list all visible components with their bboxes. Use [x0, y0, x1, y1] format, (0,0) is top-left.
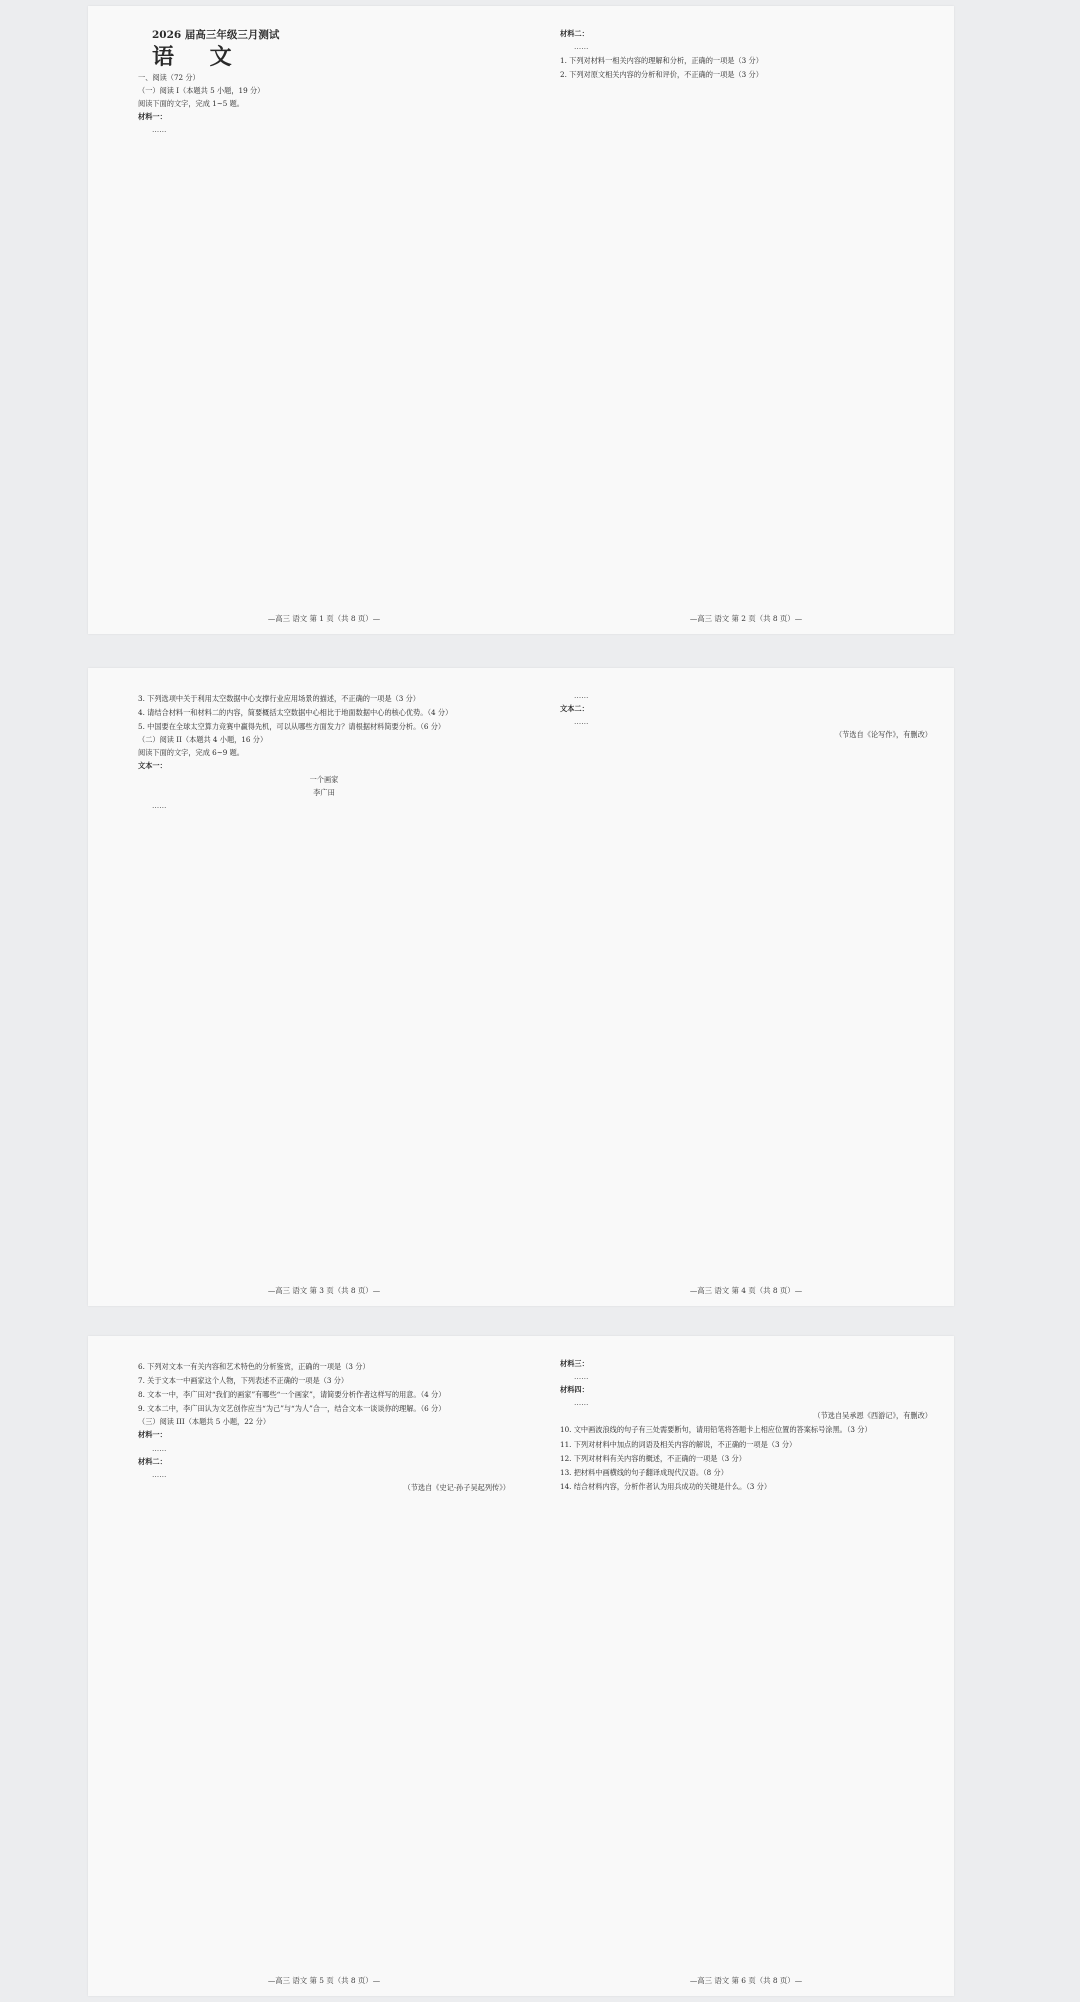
story-title: 一个画家: [309, 774, 339, 784]
material-label: 材料二：: [560, 29, 589, 38]
question-14: 14. 结合材料内容，分析作者认为用兵成功的关键是什么。（3 分）: [560, 1481, 772, 1491]
subject-title: 语 文: [152, 44, 246, 70]
material-label: 材料四：: [560, 1385, 589, 1395]
exam-sheet-1: [88, 6, 954, 634]
question-12: 12. 下列对材料有关内容的概述，不正确的一项是（3 分）: [560, 1453, 746, 1463]
page-footer: —高三 语文 第 5 页（共 8 页）—: [267, 1976, 381, 1985]
source-note: （节选自《论写作》，有删改）: [834, 730, 932, 740]
question-9: 9. 文本二中，李广田认为文艺创作应当“为己”与“为人”合一，结合文本一谈谈你的理解。（6 分）: [138, 1404, 446, 1414]
page-6-column: [560, 1358, 932, 1962]
question-2: 2. 下列对原文相关内容的分析和评价，不正确的一项是（3 分）: [560, 70, 763, 80]
material-label: 材料一：: [138, 1430, 167, 1440]
material-label: 材料三：: [560, 1359, 589, 1368]
question-6: 6. 下列对文本一有关内容和艺术特色的分析鉴赏，正确的一项是（3 分）: [138, 1362, 370, 1371]
page-1-column: [138, 28, 510, 600]
page-footer: —高三 语文 第 1 页（共 8 页）—: [267, 614, 381, 623]
instruction-text: 阅读下面的文字，完成 1~5 题。: [138, 99, 244, 109]
question-5: 5. 中国要在全球太空算力竞赛中赢得先机，可以从哪些方面发力？请根据材料简要分析。（6 分）: [138, 722, 446, 732]
text-label: 文本二：: [560, 704, 589, 714]
body-text-placeholder: ……: [574, 1398, 589, 1408]
body-text-placeholder: ……: [574, 1372, 589, 1382]
page-4-column: [560, 690, 932, 1272]
page-3-column: [138, 690, 510, 1272]
part-heading: （二）阅读 II（本题共 4 小题，16 分）: [138, 735, 268, 745]
body-text-placeholder: ……: [152, 1469, 167, 1479]
source-note: （节选自《史记·孙子吴起列传》）: [403, 1482, 510, 1492]
material-label: 材料二：: [138, 1456, 167, 1466]
text-label: 文本一：: [138, 761, 167, 771]
question-1: 1. 下列对材料一相关内容的理解和分析，正确的一项是（3 分）: [560, 56, 763, 66]
exam-sheet-2: [88, 668, 954, 1306]
page-2-column: [560, 28, 932, 600]
body-text-placeholder: ……: [574, 691, 589, 700]
question-7: 7. 关于文本一中画家这个人物，下列表述不正确的一项是（3 分）: [138, 1376, 349, 1386]
story-author: 李广田: [313, 787, 335, 797]
page-footer: —高三 语文 第 3 页（共 8 页）—: [267, 1286, 381, 1295]
part-heading: （一）阅读 I（本题共 5 小题，19 分）: [138, 86, 265, 96]
question-8: 8. 文本一中，李广田对“我们的画家”有哪些“一个画家”，请简要分析作者这样写的用意。（4 分）: [138, 1390, 446, 1400]
body-text-placeholder: ……: [152, 125, 167, 135]
material-label: 材料一：: [138, 112, 167, 122]
page-5-column: [138, 1358, 510, 1962]
source-note: （节选自吴承恩《西游记》，有删改）: [813, 1411, 932, 1421]
part-heading: （三）阅读 III（本题共 5 小题，22 分）: [138, 1417, 271, 1427]
page-footer: —高三 语文 第 6 页（共 8 页）—: [689, 1976, 803, 1985]
body-text-placeholder: ……: [152, 800, 167, 810]
page-footer: —高三 语文 第 4 页（共 8 页）—: [689, 1286, 803, 1295]
question-3: 3. 下列选项中关于利用太空数据中心支撑行业应用场景的描述，不正确的一项是（3 分）: [138, 694, 420, 703]
question-10: 10. 文中画波浪线的句子有三处需要断句，请用铅笔将答题卡上相应位置的答案标号涂黑。（3 分）: [560, 1425, 872, 1435]
question-11: 11. 下列对材料中加点的词语及相关内容的解说，不正确的一项是（3 分）: [560, 1439, 797, 1449]
page-footer: —高三 语文 第 2 页（共 8 页）—: [689, 614, 803, 623]
section-heading: 一、阅读（72 分）: [138, 73, 200, 82]
exam-sheet-3: [88, 1336, 954, 1996]
question-13: 13. 把材料中画横线的句子翻译成现代汉语。（8 分）: [560, 1467, 728, 1477]
body-text-placeholder: ……: [574, 42, 589, 52]
body-text-placeholder: ……: [574, 717, 589, 727]
body-text-placeholder: ……: [152, 1443, 167, 1453]
instruction-text: 阅读下面的文字，完成 6~9 题。: [138, 748, 244, 758]
exam-title: 2026 届高三年级三月测试: [152, 29, 280, 41]
question-4: 4. 请结合材料一和材料二的内容，简要概括太空数据中心相比于地面数据中心的核心优势。（4 分）: [138, 708, 453, 718]
